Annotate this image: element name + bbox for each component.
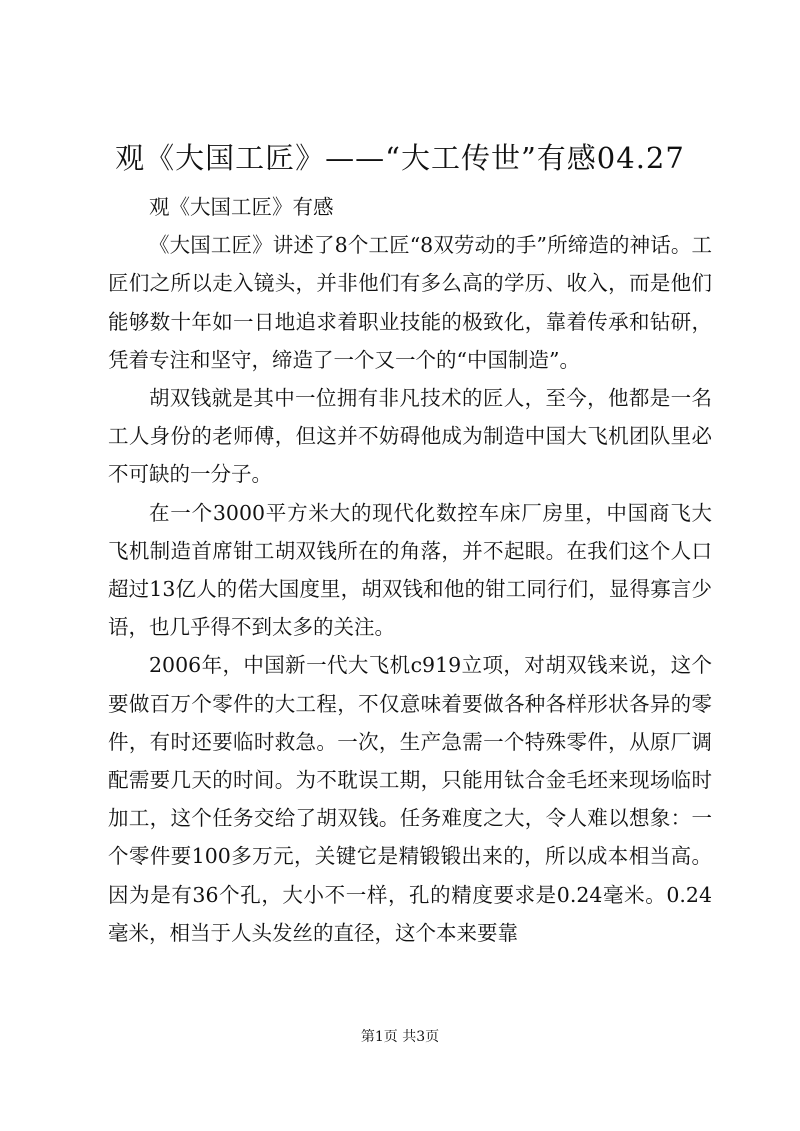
body-paragraph: 《大国工匠》讲述了8个工匠“8双劳动的手”所缔造的神话。工匠们之所以走入镜头，并非他们有多么高的学历、收入，而是他们能够数十年如一日地追求着职业技能的极致化，靠着传承和钻研，凭着专注和坚守，缔造了一个又一个的“中国制造”。 (108, 233, 712, 372)
document-body (108, 188, 712, 952)
body-paragraph: 在一个3000平方米大的现代化数控车床厂房里，中国商飞大飞机制造首席钳工胡双钱所在的角落，并不起眼。在我们这个人口超过13亿人的偌大国度里，胡双钱和他的钳工同行们，显得寡言少语，也几乎得不到太多的关注。 (108, 500, 712, 640)
body-paragraph: 胡双钱就是其中一位拥有非凡技术的匠人，至今，他都是一名工人身份的老师傅，但这并不妨碍他成为制造中国大飞机团队里必不可缺的一分子。 (108, 386, 712, 487)
document-title: 观《大国工匠》——“大工传世”有感04.27 (115, 141, 685, 175)
body-paragraph: 2006年，中国新一代大飞机c919立项，对胡双钱来说，这个要做百万个零件的大工程，不仅意味着要做各种各样形状各异的零件，有时还要临时救急。一次，生产急需一个特殊零件，从原厂调配需要几天的时间。为不耽误工期，只能用钛合金毛坯来现场临时加工，这个任务交给了胡双钱。任务难度之大，令人难以想象：一个零件要100多万元，关键它是精锻锻出来的，所以成本相当高。因为是有36个孔，大小不一样，孔的精度要求是0.24毫米。0.24毫米，相当于人头发丝的直径，这个本来要靠 (108, 653, 712, 945)
subtitle-paragraph: 观《大国工匠》有感 (149, 195, 334, 219)
page-footer: 第1页 共3页 (360, 1029, 440, 1045)
